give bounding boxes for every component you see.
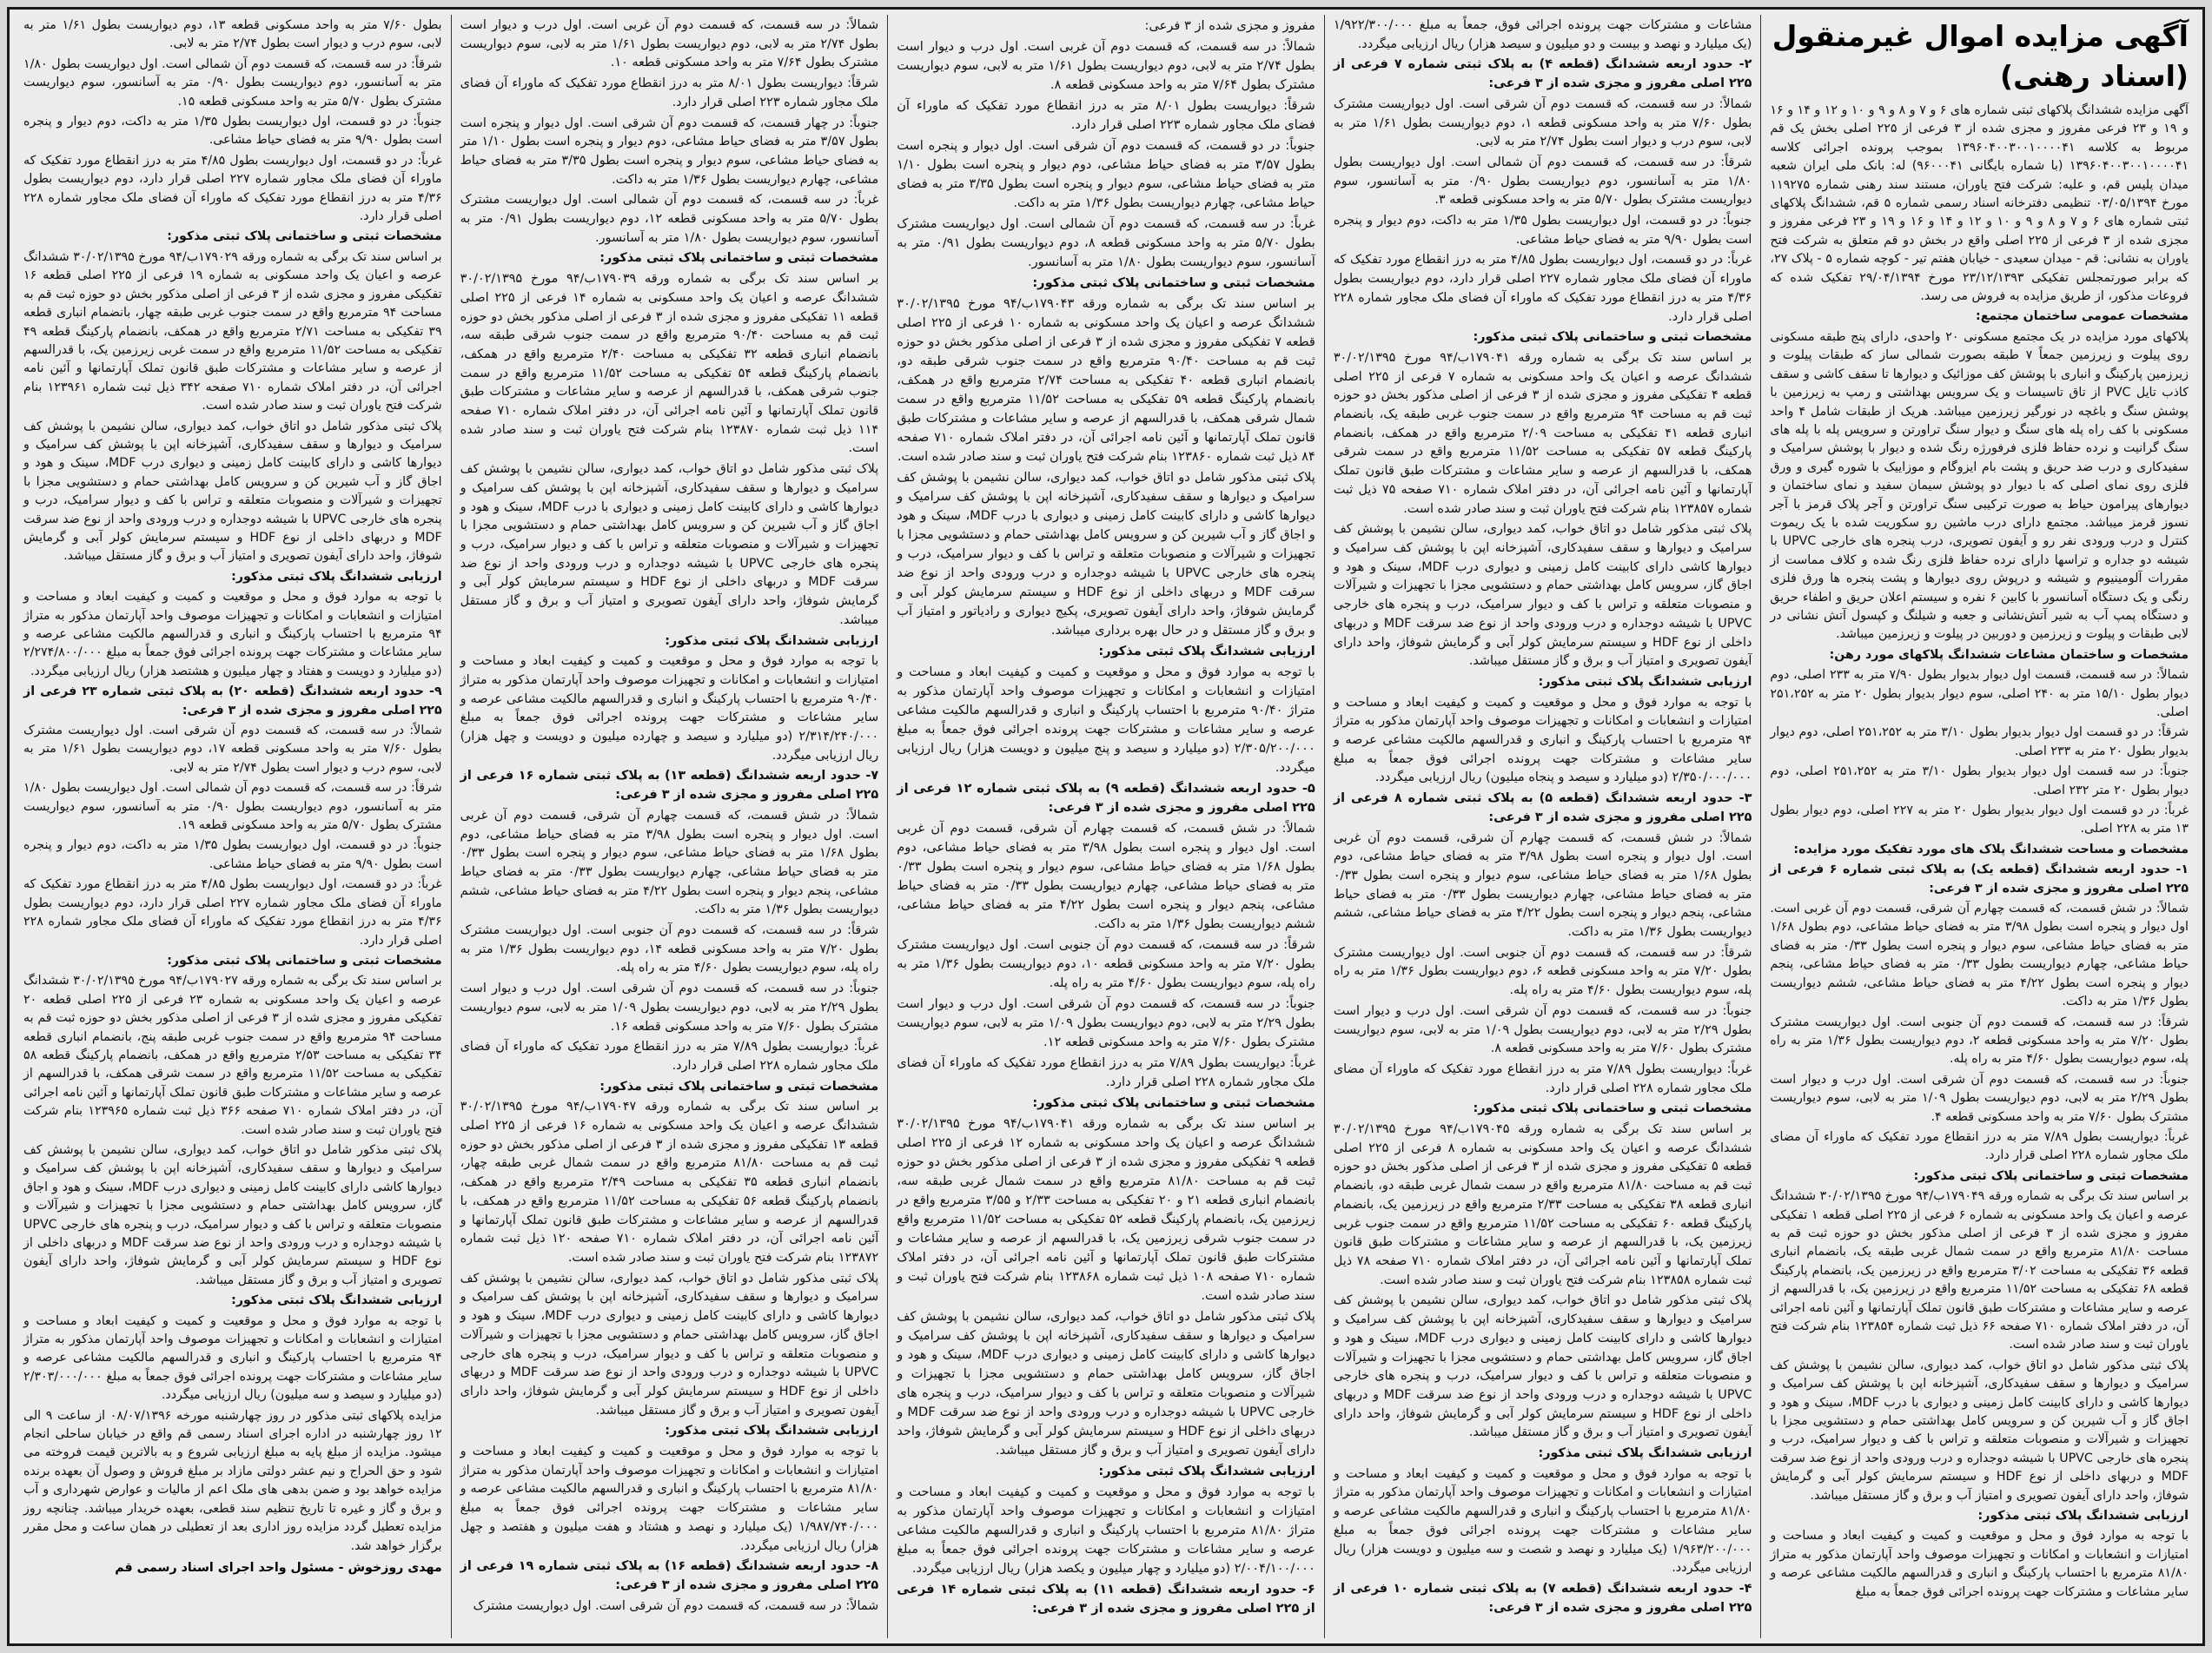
paragraph: شمالاً: در سه قسمت، که قسمت دوم آن غربی است. اول درب و دیوار است بطول ۲/۷۴ متر به لابی، دوم دیواریست بطول ۱/۶۱ متر به لابی، سوم دیواریست مشترک بطول ۷/۶۴ متر به واحد مسکونی قطعه ۱۰. [460, 18, 879, 70]
paragraph: ۸- حدود اربعه ششدانگ (قطعه ۱۶) به پلاک ثبتی شماره ۱۹ فرعی از ۲۲۵ اصلی مفروز و مجزی شده از ۳ فرعی: [460, 1559, 879, 1592]
paragraph: شمالاً: در شش قسمت، که قسمت چهارم آن شرقی، قسمت دوم آن غربی است. اول دیوار و پنجره است بطول ۳/۹۸ متر به فضای حیاط مشاعی، دوم بطول ۱/۶۸ متر به فضای حیاط مشاعی، سوم دیوار و پنجره است بطول ۰/۳۳ متر به فضای حیاط مشاعی، چهارم دیواریست بطول ۰/۳۳ متر به فضای حیاط مشاعی، پنجم دیوار و پنجره است بطول ۴/۲۲ متر به فضای حیاط مشاعی، ششم دیواریست بطول ۱/۳۶ متر به داکت. [897, 821, 1315, 931]
paragraph: با توجه به موارد فوق و محل و موقعیت و کمیت و کیفیت ابعاد و مساحت و امتیازات و انشعابات و امکانات و تجهیزات موصوف واحد آپارتمان مذکور به متراژ ۸۱/۸۰ مترمربع با احتساب پارکینگ و انباری و قدرالسهم مالکیت مشاعی عرصه و سایر مشاعات و مشترکات جهت پرونده اجرائی فوق جمعاً به مبلغ ۲/۰۰۴/۱۰۰/۰۰۰ (دو میلیارد و چهار میلیون و یکصد هزار) ریال ارزیابی میگردد. [897, 1484, 1315, 1576]
paragraph: مشخصات ثبتی و ساختمانی پلاک ثبتی مذکور: [1032, 1095, 1315, 1110]
paragraph: جنوباً: در سه قسمت، که قسمت دوم آن شرقی است. اول درب و دیوار است بطول ۲/۲۹ متر به لابی، دوم دیواریست بطول ۱/۰۹ متر به لابی، سوم دیواریست مشترک بطول ۷/۶۰ متر به واحد مسکونی قطعه ۸. [1333, 1003, 1752, 1056]
paragraph: ۲- حدود اربعه ششدانگ (قطعه ۴) به پلاک ثبتی شماره ۷ فرعی از ۲۲۵ اصلی مفروز و مجزی شده از ۳ فرعی: [1333, 57, 1752, 91]
paragraph: جنوباً: در سه قسمت، که قسمت دوم آن شرقی است. اول درب و دیوار است بطول ۲/۲۹ متر به لابی، دوم دیواریست بطول ۱/۰۹ متر به لابی، سوم دیواریست مشترک بطول ۷/۶۰ متر به واحد مسکونی قطعه ۱۶. [460, 982, 879, 1034]
paragraph: شرقاً: دیواریست بطول ۸/۰۱ متر به درز انقطاع مورد تفکیک که ماوراء آن فضای ملک مجاور شماره ۲۲۳ اصلی قرار دارد. [460, 76, 879, 109]
paragraph: بطول ۷/۶۰ متر به واحد مسکونی قطعه ۱۳، دوم دیواریست بطول ۱/۶۱ متر به لابی، سوم درب و دیوار است بطول ۲/۷۴ متر به لابی. [23, 18, 442, 51]
paragraph: مزایده پلاکهای ثبتی مذکور در روز چهارشنبه مورخه ۰۸/۰۷/۱۳۹۶ از ساعت ۹ الی ۱۲ روز چهارشنبه در اداره اجرای اسناد رسمی قم واقع در خیابان ساحلی انجام میشود. مزایده از مبلغ پایه به مبلغ ارزیابی شروع و به بالاترین قیمت فروخته می شود و حق الحراج و نیم عشر دولتی مازاد بر مبلغ فروش و وصول آن بعهده برنده مزایده خواهد بود و ضمن بدهی های ملک اعم از مالیات و عوارض شهرداری و آب و برق و گاز و غیره تا تاریخ تنظیم سند قطعی، بعهده خریدار میباشد. چنانچه روز مزایده تعطیل گردد مزایده روز اداری بعد از تعطیلی در همان ساعت و محل مقرر برگزار خواهد شد. [23, 1408, 442, 1553]
paragraph: با توجه به موارد فوق و محل و موقعیت و کمیت و کیفیت ابعاد و مساحت و امتیازات و انشعابات و امکانات و تجهیزات موصوف واحد آپارتمان مذکور به متراژ ۸۱/۸۰ مترمربع با احتساب پارکینگ و انباری و قدرالسهم مالکیت مشاعی عرصه و سایر مشاعات و مشترکات جهت پرونده اجرائی فوق جمعاً به مبلغ ۱/۹۸۷/۷۴۰/۰۰۰ (یک میلیارد و نهصد و هشتاد و هفت میلیون و هفتصد و چهل هزار) ریال ارزیابی میگردد. [460, 1445, 879, 1553]
paragraph: ۳- حدود اربعه ششدانگ (قطعه ۵) به پلاک ثبتی شماره ۸ فرعی از ۲۲۵ اصلی مفروز و مجزی شده از ۳ فرعی: [1333, 791, 1752, 824]
paragraph: شرقاً: در سه قسمت، که قسمت دوم آن شمالی است. اول دیواریست بطول ۱/۸۰ متر به آسانسور، دوم دیواریست بطول ۰/۹۰ متر به آسانسور، سوم دیواریست مشترک بطول ۵/۷۰ متر به واحد مسکونی قطعه ۱۹. [23, 781, 442, 833]
paragraph: جنوباً: در سه قسمت اول دیوار بدیوار بطول ۳/۱۰ متر به ۲۵۱،۲۵۲ اصلی، دوم دیوار بطول ۲۰ متر ۲۳۲ اصلی. [1770, 764, 2189, 797]
paragraph: با توجه به موارد فوق و محل و موقعیت و کمیت و کیفیت ابعاد و مساحت و امتیازات و انشعابات و امکانات و تجهیزات موصوف واحد آپارتمان مذکور به متراژ ۹۴ مترمربع با احتساب پارکینگ و انباری و قدرالسهم مالکیت مشاعی عرصه و سایر مشاعات و مشترکات جهت پرونده اجرائی فوق جمعاً به مبلغ ۲/۲۷۴/۸۰۰/۰۰۰ (دو میلیارد و دویست و هفتاد و چهار میلیون و هشتصد هزار) ریال ارزیابی میگردد. [23, 590, 442, 678]
column-4 [451, 15, 888, 1638]
paragraph: شمالاً: در شش قسمت، که قسمت چهارم آن شرقی، قسمت دوم آن غربی است. اول دیوار و پنجره است بطول ۳/۹۸ متر به فضای حیاط مشاعی، دوم بطول ۱/۶۸ متر به فضای حیاط مشاعی، سوم دیوار و پنجره است بطول ۰/۳۳ متر به فضای حیاط مشاعی، چهارم دیواریست بطول ۰/۳۳ متر به فضای حیاط مشاعی، پنجم دیوار و پنجره است بطول ۴/۲۲ متر به فضای حیاط مشاعی، ششم دیواریست بطول ۱/۳۶ متر به داکت. [1333, 830, 1752, 940]
paragraph: مشخصات عمومی ساختمان مجتمع: [1976, 309, 2189, 324]
paragraph: ۴- حدود اربعه ششدانگ (قطعه ۷) به پلاک ثبتی شماره ۱۰ فرعی از ۲۲۵ اصلی مفروز و مجزی شده از ۳ فرعی: [1333, 1581, 1752, 1615]
paragraph: جنوباً: در دو قسمت، اول دیواریست بطول ۱/۳۵ متر به داکت، دوم دیوار و پنجره است بطول ۹/۹۰ متر به فضای حیاط مشاعی. [23, 838, 442, 871]
paragraph: شرقاً: دیواریست بطول ۸/۰۱ متر به درز انقطاع مورد تفکیک که ماوراء آن فضای ملک مجاور شماره ۲۲۳ اصلی قرار دارد. [897, 98, 1315, 132]
paragraph: بر اساس سند تک برگی به شماره ورقه ۱۷۹۰۴۹ب/۹۴ مورخ ۳۰/۰۲/۱۳۹۵ ششدانگ عرصه و اعیان یک واحد مسکونی به شماره ۶ فرعی از ۲۲۵ اصلی قطعه ۱ تفکیکی مفروز و مجزی شده از ۳ فرعی از اصلی مذکور بخش دو حوزه ثبت قم به مساحت ۸۱/۸۰ مترمربع واقع در سمت شمال غربی طبقه یک، بانضمام انباری قطعه ۳۶ تفکیکی به مساحت ۳/۰۲ مترمربع واقع در زیرزمین یک، بانضمام پارکینگ قطعه ۶۸ تفکیکی به مساحت ۱۱/۵۲ مترمربع واقع در زیرزمین یک، با قدرالسهم از عرصه و سایر مشاعات و مشترکات طبق قانون تملک آپارتمانها و آئین نامه اجرائی آن، در دفتر املاک شماره ۷۱۰ صفحه ۶۶ ذیل ثبت شماره ۱۲۳۸۵۴ بنام شرکت فتح یاوران ثبت و سند صادر شده است. [1770, 1189, 2189, 1352]
paragraph: بر اساس سند تک برگی به شماره ورقه ۱۷۹۰۲۷ب/۹۴ مورخ ۳۰/۰۲/۱۳۹۵ ششدانگ عرصه و اعیان یک واحد مسکونی به شماره ۲۳ فرعی از ۲۲۵ اصلی قطعه ۲۰ تفکیکی مفروز و مجزی شده از ۳ فرعی از اصلی مذکور بخش دو حوزه ثبت قم به مساحت ۹۴ مترمربع واقع در سمت جنوب غربی طبقه پنج، بانضمام انباری قطعه ۳۴ تفکیکی به مساحت ۲/۵۳ مترمربع واقع در همکف، بانضمام پارکینگ قطعه ۵۸ تفکیکی به مساحت ۱۱/۵۲ مترمربع واقع در سمت شرقی همکف، با قدرالسهم از عرصه و سایر مشاعات و مشترکات طبق قانون تملک آپارتمانها و آئین نامه اجرائی آن، در دفتر املاک شماره ۷۱۰ صفحه ۳۶۶ ذیل ثبت شماره ۱۲۳۹۶۵ بنام شرکت فتح یاوران ثبت و سند صادر شده است. [23, 974, 442, 1137]
paragraph: غرباً: دیواریست بطول ۷/۸۹ متر به درز انقطاع مورد تفکیک که ماوراء آن فضای ملک مجاور شماره ۲۲۸ اصلی قرار دارد. [897, 1055, 1315, 1089]
paragraph: شرقاً: در سه قسمت، که قسمت دوم آن جنوبی است. اول دیواریست مشترک بطول ۷/۲۰ متر به واحد مسکونی قطعه ۱۴، دوم دیواریست بطول ۱/۳۶ متر به راه پله، سوم دیواریست بطول ۴/۶۰ متر به راه پله. [460, 923, 879, 975]
paragraph: شرقاً: در سه قسمت، که قسمت دوم آن شمالی است. اول دیواریست بطول ۱/۸۰ متر به آسانسور، دوم دیواریست بطول ۰/۹۰ متر به آسانسور، سوم دیواریست مشترک بطول ۵/۷۰ متر به واحد مسکونی قطعه ۱۵. [23, 56, 442, 109]
text-columns [15, 15, 2197, 1638]
paragraph: غرباً: در سه قسمت، که قسمت دوم آن شمالی است. اول دیواریست مشترک بطول ۵/۷۰ متر به واحد مسکونی قطعه ۸، دوم دیواریست بطول ۰/۹۱ متر به آسانسور، سوم دیواریست بطول ۱/۸۰ متر به آسانسور. [897, 216, 1315, 269]
paragraph: مشخصات ثبتی و ساختمانی پلاک ثبتی مذکور: [599, 251, 879, 266]
paragraph: بر اساس سند تک برگی به شماره ورقه ۱۷۹۰۴۱ب/۹۴ مورخ ۳۰/۰۲/۱۳۹۵ ششدانگ عرصه و اعیان یک واحد مسکونی به شماره ۱۲ فرعی از ۲۲۵ اصلی قطعه ۹ تفکیکی مفروز و مجزی شده از ۳ فرعی از اصلی مذکور بخش دو حوزه ثبت قم به مساحت ۸۱/۸۰ مترمربع واقع در سمت شمال غربی طبقه سه، بانضمام انباری قطعه ۲۱ و ۲۰ تفکیکی به مساحت ۲/۳۳ و ۳/۵۵ مترمربع واقع در زیرزمین یک، بانضمام پارکینگ قطعه ۵۲ تفکیکی به مساحت ۱۱/۵۲ مترمربع واقع در سمت جنوب شرقی زیرزمین یک، با قدرالسهم از عرصه و سایر مشاعات و مشترکات طبق قانون تملک آپارتمانها و آئین نامه اجرائی آن، در دفتر املاک شماره ۷۱۰ صفحه ۱۰۸ ذیل ثبت شماره ۱۲۳۸۶۸ بنام شرکت فتح یاوران ثبت و سند صادر شده است. [897, 1116, 1315, 1303]
paragraph: جنوباً: در دو قسمت، که قسمت دوم آن شرقی است. اول دیوار و پنجره است بطول ۳/۵۷ متر به فضای حیاط مشاعی، دوم دیوار و پنجره است بطول ۱/۱۰ متر به فضای حیاط مشاعی، سوم دیوار و پنجره است بطول ۳/۳۵ متر به فضای حیاط مشاعی، چهارم دیواریست بطول ۱/۳۶ متر به داکت. [897, 138, 1315, 210]
paragraph: ارزیابی ششدانگ پلاک ثبتی مذکور: [665, 633, 879, 648]
paragraph: پلاکهای مورد مزایده در یک مجتمع مسکونی ۲۰ واحدی، دارای پنج طبقه مسکونی روی پیلوت و زیرزمین جمعاً ۷ طبقه بصورت شمالی ساز که طبقات پیلوت و زیرزمین پارکینگ و انباری با پوشش کف موزائیک و دیوارها تا سقف کاشی و سقف کاذب تایل PVC از تاق تاسیسات و یک سرویس بهداشتی و رمپ به زیرزمین با پوشش سنگ و باغچه در نورگیر زیرزمین میباشد. هریک از طبقات شامل ۴ واحد مسکونی با کف راه پله های سنگ و دیوار سنگ تراورتن و سرویس پله با پله های سنگ گرانیت و نرده حفاظ فلزی فرفورژه رنگ شده و دیوار با پوشش سرامیک و سفیدکاری و درب ضد حریق و پشت بام ایزوگام و موزاییک با شوره گیری و ورق فلزی روی نمای اصلی که با دیوار دو پوشش سیمان سفید و نمای ساختمان و دیوارهای پیرامون حیاط به صورت ترکیبی سنگ تراورتن و آجر پلاک قرمز با آجر نسوز قرمز میباشد. مجتمع دارای درب ماشین رو سکوریت شده با یک ریموت کنترل و درب ورودی نفر رو و آیفون تصویری، درب پنجره های خارجی UPVC با شیشه دو جداره و تراسها دارای نرده حفاظ فلزی رنگ شده و کلاف مماست از مقررات آلومینیوم و شیشه و درپوش روی دیوارها و پشت پنجره ها ورق فلزی رنگی و یک دستگاه آسانسور با کابین ۶ نفره و سیستم اعلان حریق و اطفاء حریق و دستگاه پمپ آب به شیر آتش‌نشانی و جعبه و شیلنگ و کپسول آتش نشانی در لابی طبقات و پیلوت و زیرزمین و دوربین در پیلوت و زیرزمین میباشد. [1770, 329, 2189, 642]
paragraph: ۱- حدود اربعه ششدانگ (قطعه یک) به پلاک ثبتی شماره ۶ فرعی از ۲۲۵ اصلی مفروز و مجزی شده از ۳ فرعی: [1770, 863, 2189, 896]
paragraph: شمالاً: در سه قسمت، که قسمت دوم آن شرقی است. اول دیواریست مشترک بطول ۷/۶۰ متر به واحد مسکونی قطعه ۱۷، دوم دیواریست بطول ۱/۶۱ متر به لابی، سوم درب و دیوار است بطول ۲/۷۴ متر به لابی. [23, 724, 442, 775]
paragraph: ۶- حدود اربعه ششدانگ (قطعه ۱۱) به پلاک ثبتی شماره ۱۴ فرعی از ۲۲۵ اصلی مفروز و مجزی شده از ۳ فرعی: [897, 1582, 1315, 1616]
column-1 [1760, 15, 2197, 1638]
paragraph: غرباً: دیواریست بطول ۷/۸۹ متر به درز انقطاع مورد تفکیک که ماوراء آن مضای ملک مجاور شماره ۲۲۸ اصلی قرار دارد. [1770, 1129, 2189, 1163]
paragraph: پلاک ثبتی مذکور شامل دو اتاق خواب، کمد دیواری، سالن نشیمن با پوشش کف سرامیک و دیوارها و سقف سفیدکاری، آشپزخانه اپن با پوشش کف سرامیک و دیوارها کاشی و دارای کابینت کامل زمینی و دیواری درب MDF، سینک و هود و اجاق گاز، سرویس کامل بهداشتی حمام و دستشویی مجزا با تجهیزات و شیرآلات و منصوبات متعلقه و تراس با کف و دیوار سرامیک، درب و پنجره های خارجی UPVC با شیشه دوجداره و درب ورودی واحد از نوع ضد سرقت MDF و دربهای داخلی از نوع HDF و سیستم سرمایش کولر آبی و گرمایش شوفاژ، واحد دارای آیفون تصویری و امتیاز آب و برق و گاز مستقل میباشد. [460, 1271, 879, 1418]
paragraph: ارزیابی ششدانگ پلاک ثبتی مذکور: [1098, 1464, 1315, 1478]
column-3 [887, 15, 1324, 1638]
paragraph: جنوباً: در سه قسمت، که قسمت دوم آن شرقی است. اول درب و دیوار است بطول ۲/۲۹ متر به لابی، دوم دیواریست بطول ۱/۰۹ متر به لابی، سوم دیواریست مشترک بطول ۷/۶۰ متر به واحد مسکونی قطعه ۱۲. [897, 996, 1315, 1049]
paragraph: ارزیابی ششدانگ پلاک ثبتی مذکور: [231, 569, 442, 584]
paragraph: ارزیابی ششدانگ پلاک ثبتی مذکور: [1098, 644, 1315, 658]
paragraph: شرقاً: در سه قسمت، که قسمت دوم آن جنوبی است. اول دیواریست مشترک بطول ۷/۲۰ متر به واحد مسکونی قطعه ۶، دوم دیواریست بطول ۱/۳۶ متر به راه پله، سوم دیواریست بطول ۴/۶۰ متر به راه پله. [1333, 945, 1752, 998]
paragraph: بر اساس سند تک برگی به شماره ورقه ۱۷۹۰۴۵ب/۹۴ مورخ ۳۰/۰۲/۱۳۹۵ ششدانگ عرصه و اعیان یک واحد مسکونی به شماره ۸ فرعی از ۲۲۵ اصلی قطعه ۵ تفکیکی مفروز و مجزی شده از ۳ فرعی از اصلی مذکور بخش دو حوزه ثبت قم به مساحت ۸۱/۸۰ مترمربع واقع در سمت شمال غربی طبقه دو، بانضمام انباری قطعه ۳۸ تفکیکی به مساحت ۲/۳۳ مترمربع واقع در زیرزمین یک، بانضمام پارکینگ قطعه ۶۰ تفکیکی به مساحت ۱۱/۵۲ مترمربع واقع در سمت جنوب غربی زیرزمین یک، با قدرالسهم از عرصه و سایر مشاعات و مشترکات طبق قانون تملک آپارتمانها و آئین نامه اجرائی آن، در دفتر املاک شماره ۷۱۰ صفحه ۷۸ ذیل ثبت شماره ۱۲۳۸۵۸ بنام شرکت فتح یاوران ثبت و سند صادر شده است. [1333, 1122, 1752, 1287]
paragraph: غرباً: در سه قسمت، که قسمت دوم آن شمالی است. اول دیواریست مشترک بطول ۵/۷۰ متر به واحد مسکونی قطعه ۱۲، دوم دیواریست بطول ۰/۹۱ متر به آسانسور، سوم دیواریست بطول ۱/۸۰ متر به آسانسور. [460, 193, 879, 245]
paragraph: غرباً: دیواریست بطول ۷/۸۹ متر به درز انقطاع مورد تفکیک که ماوراء آن مضای ملک مجاور شماره ۲۲۸ اصلی قرار دارد. [1333, 1061, 1752, 1095]
paragraph: شمالاً: در سه قسمت، که قسمت دوم آن شرقی است. اول دیواریست مشترک بطول ۷/۶۰ متر به واحد مسکونی قطعه ۱، دوم دیواریست بطول ۱/۶۱ متر به لابی، سوم درب و دیوار است بطول ۲/۷۴ متر به لابی. [1333, 96, 1752, 149]
paragraph: مشخصات ثبتی و ساختمانی پلاک ثبتی مذکور: [1032, 275, 1315, 290]
paragraph: غرباً: دیواریست بطول ۷/۸۹ متر به درز انقطاع مورد تفکیک که ماوراء آن فضای ملک مجاور شماره ۲۲۸ اصلی قرار دارد. [460, 1040, 879, 1073]
paragraph: جنوباً: در دو قسمت، اول دیواریست بطول ۱/۳۵ متر به داکت، دوم دیوار و پنجره است بطول ۹/۹۰ متر به فضای حیاط مشاعی. [23, 115, 442, 148]
paragraph: مشاعات و مشترکات جهت پرونده اجرائی فوق، جمعاً به مبلغ ۱/۹۲۲/۳۰۰/۰۰۰ (یک میلیارد و نهصد و بیست و دو میلیون و سیصد هزار) ریال ارزیابی میگردد. [1333, 18, 1752, 51]
paragraph: شرقاً: در سه قسمت، که قسمت دوم آن جنوبی است. اول دیواریست مشترک بطول ۷/۲۰ متر به واحد مسکونی قطعه ۲، دوم دیواریست بطول ۱/۳۶ متر به راه پله، سوم دیواریست بطول ۴/۶۰ متر به راه پله. [1770, 1015, 2189, 1067]
paragraph: آگهی مزایده ششدانگ پلاکهای ثبتی شماره های ۶ و ۷ و ۸ و ۹ و ۱۰ و ۱۲ و ۱۴ و ۱۶ و ۱۹ و ۲۳ فرعی مفروز و مجزی شده از ۳ فرعی از ۲۲۵ اصلی بخش یک قم مربوط به کلاسه ۱۳۹۶۰۴۰۰۳۰۰۱۰۰۰۰۴۱ بموجب پرونده اجرائی کلاسه ۱۳۹۶۰۴۰۰۳۰۰۱۰۰۰۰۴۱ (با شماره بایگانی ۹۶۰۰۰۴۱) له: بانک ملی ایران شعبه میدان پلیس قم، و علیه: شرکت فتح یاوران، مستند سند رهنی شماره ۱۱۹۲۷۵ مورخ ۰۳/۰۵/۱۳۹۴ تنظیمی دفترخانه اسناد رسمی شماره ۵ قم، ششدانگ پلاکهای ثبتی شماره های ۶ و ۷ و ۸ و ۹ و ۱۰ و ۱۲ و ۱۴ و ۱۶ و ۱۹ و ۲۳ فرعی مفروز و مجزی شده از ۳ فرعی از ۲۲۵ اصلی واقع در بخش دو قم متعلق به شرکت فتح یاوران به نشانی: قم - میدان سعیدی - خیابان هفتم تیر - کوچه شماره ۵ - پلاک ۲۷، که برابر صورتمجلس تفکیکی ۲۳/۱۲/۱۳۹۳ مورخ ۲۹/۰۴/۱۳۹۴ تفکیک شده که فروعات مذکور، از طریق مزایده به فروش می رسد. [1770, 103, 2189, 304]
paragraph: با توجه به موارد فوق و محل و موقعیت و کمیت و کیفیت ابعاد و مساحت و امتیازات و انشعابات و امکانات و تجهیزات موصوف واحد آپارتمان مذکور به متراژ ۹۰/۴۰ مترمربع با احتساب پارکینگ و انباری و قدرالسهم مالکیت مشاعی عرصه و سایر مشاعات و مشترکات جهت پرونده اجرائی فوق جمعاً به مبلغ ۲/۳۰۵/۲۰۰/۰۰۰ (دو میلیارد و سیصد و پنج میلیون و دویست هزار) ریال ارزیابی میگردد. [897, 665, 1315, 775]
paragraph: پلاک ثبتی مذکور شامل دو اتاق خواب، کمد دیواری، سالن نشیمن با پوشش کف سرامیک و دیوارها و سقف سفیدکاری، آشپزخانه اپن با پوشش کف سرامیک و دیوارها کاشی و دارای کابینت کامل زمینی و دیواری با درب MDF، سینک و هود و اجاق گاز و آب شیرین کن و سرویس کامل بهداشتی حمام و دستشویی مجزا با تجهیزات و شیرآلات و منصوبات متعلقه و تراس با کف و دیوار سرامیک، درب و پنجره های خارجی UPVC با شیشه دوجداره و درب ورودی واحد از نوع ضد سرقت MDF و دربهای داخلی از نوع HDF و سیستم سرمایش کولر آبی و گرمایش شوفاژ، واحد دارای آیفون تصویری و امتیاز آب و برق و گاز مستقل میباشد. [460, 462, 879, 627]
paragraph: مشخصات و ساختمان مشاعات ششدانگ پلاکهای مورد رهن: [1829, 647, 2189, 662]
paragraph: ۵- حدود اربعه ششدانگ (قطعه ۹) به پلاک ثبتی شماره ۱۲ فرعی از ۲۲۵ اصلی مفروز و مجزی شده از ۳ فرعی: [897, 781, 1315, 815]
paragraph: با توجه به موارد فوق و محل و موقعیت و کمیت و کیفیت ابعاد و مساحت و امتیازات و انشعابات و امکانات و تجهیزات موصوف واحد آپارتمان مذکور به متراژ ۹۴ مترمربع با احتساب پارکینگ و انباری و قدرالسهم مالکیت مشاعی عرصه و سایر مشاعات و مشترکات جهت پرونده اجرائی فوق جمعاً به مبلغ ۲/۳۵۰/۰۰۰/۰۰۰ (دو میلیارد و سیصد و پنجاه میلیون) ریال ارزیابی میگردد. [1333, 695, 1752, 785]
paragraph: شمالاً: در شش قسمت، که قسمت چهارم آن شرقی، قسمت دوم آن غربی است. اول دیوار و پنجره است بطول ۳/۹۸ متر به فضای حیاط مشاعی، دوم بطول ۱/۶۸ متر به فضای حیاط مشاعی، سوم دیوار و پنجره است بطول ۰/۳۳ متر به فضای حیاط مشاعی، چهارم دیواریست بطول ۰/۳۳ متر به فضای حیاط مشاعی، پنجم دیوار و پنجره است بطول ۴/۲۲ متر به فضای حیاط مشاعی، ششم دیواریست بطول ۱/۳۶ متر به داکت. [1770, 902, 2189, 1009]
paragraph: با توجه به موارد فوق و محل و موقعیت و کمیت و کیفیت ابعاد و مساحت و امتیازات و انشعابات و امکانات و تجهیزات موصوف واحد آپارتمان مذکور به متراژ ۸۱/۸۰ مترمربع با احتساب پارکینگ و انباری و قدرالسهم مالکیت مشاعی عرصه و سایر مشاعات و مشترکات جهت پرونده اجرائی فوق جمعاً به مبلغ [1770, 1529, 2189, 1599]
paragraph: پلاک ثبتی مذکور شامل دو اتاق خواب، کمد دیواری، سالن نشیمن با پوشش کف سرامیک و دیوارها و سقف سفیدکاری، آشپزخانه اپن با پوشش کف سرامیک و دیوارها کاشی و دارای کابینت کامل زمینی و دیواری با درب MDF، سینک و هود و اجاق گاز و آب شیرین کن و سرویس کامل بهداشتی حمام و دستشویی مجزا با تجهیزات و شیرآلات و منصوبات متعلقه و تراس با کف و دیوار سرامیک، درب و پنجره های خارجی UPVC با شیشه دوجداره و درب ورودی واحد از نوع ضد سرقت MDF و دربهای داخلی از نوع HDF و سیستم سرمایش کولر آبی و گرمایش شوفاژ، واحد دارای آیفون تصویری و امتیاز آب و برق و گاز مستقل میباشد. [1770, 1358, 2189, 1503]
paragraph: ارزیابی ششدانگ پلاک ثبتی مذکور: [231, 1293, 442, 1308]
paragraph: پلاک ثبتی مذکور شامل دو اتاق خواب، کمد دیواری، سالن نشیمن با پوشش کف سرامیک و دیوارها و سقف سفیدکاری، آشپزخانه اپن با پوشش کف سرامیک و دیوارها کاشی و دارای کابینت کامل زمینی و دیواری با درب MDF، سینک و هود و اجاق گاز و آب شیرین کن و سرویس کامل بهداشتی حمام و دستشویی مجزا با تجهیزات و شیرآلات و منصوبات متعلقه و تراس با کف و دیوار سرامیک، درب و پنجره های خارجی UPVC با شیشه دوجداره و درب ورودی واحد از نوع ضد سرقت MDF و دربهای داخلی از نوع HDF و سیستم سرمایش کولر آبی و گرمایش شوفاژ، واحد دارای آیفون تصویری، پکیج دیواری و رادیاتور و امتیاز آب و برق و گاز مستقل و در حال بهره برداری میباشد. [897, 470, 1315, 638]
notice-title: آگهی مزایده اموال غیرمنقول (اسناد رهنی) [1772, 19, 2189, 93]
paragraph: ۷- حدود اربعه ششدانگ (قطعه ۱۳) به پلاک ثبتی شماره ۱۶ فرعی از ۲۲۵ اصلی مفروز و مجزی شده از ۳ فرعی: [460, 769, 879, 803]
paragraph: شمالاً: در شش قسمت، که قسمت چهارم آن شرقی، قسمت دوم آن غربی است. اول دیوار و پنجره است بطول ۳/۹۸ متر به فضای حیاط مشاعی، دوم بطول ۱/۶۸ متر به فضای حیاط مشاعی، سوم دیوار و پنجره است بطول ۰/۳۳ متر به فضای حیاط مشاعی، چهارم دیواریست بطول ۰/۳۳ متر به فضای حیاط مشاعی، پنجم دیوار و پنجره است بطول ۴/۲۲ متر به فضای حیاط مشاعی، ششم دیواریست بطول ۱/۳۶ متر به داکت. [460, 808, 879, 917]
paragraph: غرباً: در دو قسمت اول دیوار بدیوار بطول ۲۰ متر به ۲۲۷ اصلی، دوم دیوار بطول ۱۳ متر به ۲۲۸ اصلی. [1770, 803, 2189, 836]
paragraph: شمالاً: در سه قسمت، که قسمت دوم آن غربی است. اول درب و دیوار است بطول ۲/۷۴ متر به لابی، دوم دیواریست بطول ۱/۶۱ متر به لابی، سوم دیواریست مشترک بطول ۷/۶۴ متر به واحد مسکونی قطعه ۸. [897, 39, 1315, 92]
paragraph: مفروز و مجزی شده از ۳ فرعی: [1144, 18, 1315, 33]
paragraph: ارزیابی ششدانگ پلاک ثبتی مذکور: [1977, 1509, 2189, 1524]
paragraph: جنوباً: در چهار قسمت، که قسمت دوم آن شرقی است. اول دیوار و پنجره است بطول ۳/۵۷ متر به فضای حیاط مشاعی، دوم دیوار و پنجره است بطول ۱/۱۰ متر به فضای حیاط مشاعی، سوم دیوار و پنجره است بطول ۳/۳۵ متر به فضای حیاط مشاعی، چهارم دیواریست بطول ۱/۳۶ متر به داکت. [460, 116, 879, 187]
paragraph: بر اساس سند تک برگی به شماره ورقه ۱۷۹۰۴۷ب/۹۴ مورخ ۳۰/۰۲/۱۳۹۵ ششدانگ عرصه و اعیان یک واحد مسکونی به شماره ۱۶ فرعی از ۲۲۵ اصلی قطعه ۱۳ تفکیکی مفروز و مجزی شده از ۳ فرعی از اصلی مذکور بخش دو حوزه ثبت قم به مساحت ۸۱/۸۰ مترمربع واقع در سمت شمال غربی طبقه چهار، بانضمام انباری قطعه ۳۵ تفکیکی به مساحت ۲/۴۹ مترمربع واقع در همکف، بانضمام پارکینگ قطعه ۵۶ تفکیکی به مساحت ۱۱/۵۲ مترمربع واقع در همکف، با قدرالسهم از عرصه و سایر مشاعات و مشترکات طبق قانون تملک آپارتمانها و آئین نامه اجرائی آن، در دفتر املاک شماره ۷۱۰ صفحه ۱۲۰ ذیل ثبت شماره ۱۲۳۸۷۲ بنام شرکت فتح یاوران ثبت و سند صادر شده است. [460, 1100, 879, 1265]
paragraph: ارزیابی ششدانگ پلاک ثبتی مذکور: [1538, 674, 1752, 689]
paragraph: مشخصات و مساحت ششدانگ پلاک های مورد تفکیک مورد مزایده: [1793, 842, 2189, 856]
paragraph: جنوباً: در دو قسمت، اول دیواریست بطول ۱/۳۵ متر به داکت، دوم دیوار و پنجره است بطول ۹/۹۰ متر به فضای حیاط مشاعی. [1333, 214, 1752, 247]
paragraph: با توجه به موارد فوق و محل و موقعیت و کمیت و کیفیت ابعاد و مساحت و امتیازات و انشعابات و امکانات و تجهیزات موصوف واحد آپارتمان مذکور به متراژ ۹۰/۴۰ مترمربع با احتساب پارکینگ و انباری و قدرالسهم مالکیت مشاعی عرصه و سایر مشاعات و مشترکات جهت پرونده اجرائی فوق جمعاً به مبلغ ۲/۳۱۴/۲۴۰/۰۰۰ (دو میلیارد و سیصد و چهارده میلیون و دویست و چهل هزار) ریال ارزیابی میگردد. [460, 654, 879, 763]
paragraph: بر اساس سند تک برگی به شماره ورقه ۱۷۹۰۲۹ب/۹۴ مورخ ۳۰/۰۲/۱۳۹۵ ششدانگ عرصه و اعیان یک واحد مسکونی به شماره ۱۹ فرعی از ۲۲۵ اصلی قطعه ۱۶ تفکیکی مفروز و مجزی شده از ۳ فرعی از اصلی مذکور بخش دو حوزه ثبت قم به مساحت ۹۴ مترمربع واقع در سمت جنوب غربی طبقه چهار، بانضمام انباری قطعه ۳۹ تفکیکی به مساحت ۲/۷۱ مترمربع واقع در همکف، بانضمام پارکینگ قطعه ۴۹ تفکیکی به مساحت ۱۱/۵۲ مترمربع واقع در سمت غربی زیرزمین یک، با قدرالسهم از عرصه و سایر مشاعات و مشترکات طبق قانون تملک آپارتمانها و آئین نامه اجرائی آن، در دفتر املاک شماره ۷۱۰ صفحه ۳۴۲ ذیل ثبت شماره ۱۲۳۹۶۱ بنام شرکت فتح یاوران ثبت و سند صادر شده است. [23, 249, 442, 413]
column-5 [15, 15, 451, 1638]
paragraph: مشخصات ثبتی و ساختمانی پلاک ثبتی مذکور: [167, 953, 442, 968]
paragraph: پلاک ثبتی مذکور شامل دو اتاق خواب، کمد دیواری، سالن نشیمن با پوشش کف سرامیک و دیوارها و سقف سفیدکاری، آشپزخانه اپن با پوشش کف سرامیک و دیوارها کاشی و دارای کابینت کامل زمینی و دیواری درب MDF، سینک و هود و اجاق گاز، سرویس کامل بهداشتی حمام و دستشویی مجزا با تجهیزات و شیرآلات و منصوبات متعلقه و تراس با کف و دیوار سرامیک، درب و پنجره های خارجی UPVC با شیشه دوجداره و درب ورودی واحد از نوع ضد سرقت MDF و دربهای داخلی از نوع HDF و سیستم سرمایش کولر آبی و گرمایش شوفاژ، واحد دارای آیفون تصویری و امتیاز آب و برق و گاز مستقل میباشد. [897, 1309, 1315, 1458]
paragraph: پلاک ثبتی مذکور شامل دو اتاق خواب، کمد دیواری، سالن نشیمن با پوشش کف سرامیک و دیوارها و سقف سفیدکاری، آشپزخانه اپن با پوشش کف سرامیک و دیوارها کاشی و دارای کابینت کامل زمینی و دیواری درب MDF، سینک و هود و اجاق گاز، سرویس کامل بهداشتی حمام و دستشویی مجزا با تجهیزات و شیرآلات و منصوبات متعلقه و تراس با کف و دیوار سرامیک، درب و پنجره های خارجی UPVC با شیشه دوجداره و درب ورودی واحد از نوع ضد سرقت MDF و دربهای داخلی از نوع HDF و سیستم سرمایش کولر آبی و گرمایش شوفاژ، واحد دارای آیفون تصویری و امتیاز آب و برق و گاز مستقل میباشد. [1333, 1293, 1752, 1440]
paragraph: مشخصات ثبتی و ساختمانی پلاک ثبتی مذکور: [1473, 330, 1752, 345]
paragraph: با توجه به موارد فوق و محل و موقعیت و کمیت و کیفیت ابعاد و مساحت و امتیازات و انشعابات و امکانات و تجهیزات موصوف واحد آپارتمان مذکور به متراژ ۸۱/۸۰ مترمربع با احتساب پارکینگ و انباری و قدرالسهم مالکیت مشاعی عرصه و سایر مشاعات و مشترکات جهت پرونده اجرائی فوق جمعاً به مبلغ ۱/۹۶۳/۲۰۰/۰۰۰ (یک میلیارد و نهصد و شصت و سه میلیون و دویست هزار) ریال ارزیابی میگردد. [1333, 1466, 1752, 1576]
paragraph: پلاک ثبتی مذکور شامل دو اتاق خواب، کمد دیواری، سالن نشیمن با پوشش کف سرامیک و دیوارها و سقف سفیدکاری، آشپزخانه اپن با پوشش کف سرامیک و دیوارها کاشی دارای کابینت کامل زمینی و دیواری درب MDF، سینک و هود و اجاق گاز، سرویس کامل بهداشتی حمام و دستشویی مجزا با تجهیزات و شیرآلات و منصوبات متعلقه و تراس با کف و دیوار سرامیک، درب و پنجره های خارجی UPVC با شیشه دوجداره و درب ورودی واحد از نوع ضد سرقت MDF و دربهای داخلی از نوع HDF و سیستم سرمایش کولر آبی و گرمایش شوفاژ، واحد دارای آیفون تصویری و امتیاز آب و برق و گاز مستقل میباشد. [1333, 522, 1752, 669]
paragraph: ارزیابی ششدانگ پلاک ثبتی مذکور: [1538, 1446, 1752, 1461]
paragraph: بر اساس سند تک برگی به شماره ورقه ۱۷۹۰۴۳ب/۹۴ مورخ ۳۰/۰۲/۱۳۹۵ ششدانگ عرصه و اعیان یک واحد مسکونی به شماره ۱۰ فرعی از ۲۲۵ اصلی قطعه ۷ تفکیکی مفروز و مجزی شده از ۳ فرعی از اصلی مذکور بخش دو حوزه ثبت قم به مساحت ۹۰/۴۰ مترمربع واقع در سمت جنوب شرقی طبقه دو، بانضمام انباری قطعه ۴۰ تفکیکی به مساحت ۲/۷۴ مترمربع واقع در همکف، بانضمام پارکینگ قطعه ۵۹ تفکیکی به مساحت ۱۱/۵۲ مترمربع واقع در سمت شمال شرقی همکف، با قدرالسهم از عرصه و سایر مشاعات و مشترکات طبق قانون تملک آپارتمانها و آئین نامه اجرائی آن، در دفتر املاک شماره ۷۱۰ صفحه ۸۴ ذیل ثبت شماره ۱۲۳۸۶۰ بنام شرکت فتح یاوران ثبت و سند صادر شده است. [897, 296, 1315, 464]
paragraph: مشخصات ثبتی و ساختمانی پلاک ثبتی مذکور: [167, 229, 442, 244]
paragraph: ۹- حدود اربعه ششدانگ (قطعه ۲۰) به پلاک ثبتی شماره ۲۳ فرعی از ۲۲۵ اصلی مفروز و مجزی شده از ۳ فرعی: [23, 684, 442, 717]
paragraph: غرباً: در دو قسمت، اول دیواریست بطول ۴/۸۵ متر به درز انقطاع مورد تفکیک که ماوراء آن فضای ملک مجاور شماره ۲۲۷ اصلی قرار دارد، دوم دیواریست بطول ۴/۳۶ متر به درز انقطاع مورد تفکیک که ماوراء آن فضای ملک مجاور شماره ۲۲۸ اصلی قرار دارد. [1333, 253, 1752, 324]
paragraph: شمالاً: در سه قسمت، که قسمت دوم آن شرقی است. اول دیواریست مشترک [473, 1598, 879, 1613]
paragraph: مشخصات ثبتی و ساختمانی پلاک ثبتی مذکور: [1913, 1168, 2189, 1183]
paragraph: شرقاً: در سه قسمت، که قسمت دوم آن جنوبی است. اول دیواریست مشترک بطول ۷/۲۰ متر به واحد مسکونی قطعه ۱۰، دوم دیواریست بطول ۱/۳۶ متر به راه پله، سوم دیواریست بطول ۴/۶۰ متر به راه پله. [897, 937, 1315, 990]
paragraph: ارزیابی ششدانگ پلاک ثبتی مذکور: [665, 1424, 879, 1438]
paragraph: شرقاً: در دو قسمت اول دیوار بدیوار بطول ۳/۱۰ متر به ۲۵۱،۲۵۲ اصلی، دوم دیوار بدیوار بطول ۲۰ متر به ۲۳۳ اصلی. [1770, 725, 2189, 758]
column-2 [1324, 15, 1761, 1638]
paragraph: غرباً: در دو قسمت، اول دیواریست بطول ۴/۸۵ متر به درز انقطاع مورد تفکیک که ماوراء آن فضای ملک مجاور شماره ۲۲۷ اصلی قرار دارد، دوم دیواریست بطول ۴/۳۶ متر به درز انقطاع مورد تفکیک که ماوراء آن فضای ملک مجاور شماره ۲۲۸ اصلی قرار دارد. [23, 877, 442, 948]
signature-line: مهدی روزخوش - مسئول واحد اجرای اسناد رسمی قم [115, 1560, 442, 1575]
paragraph: بر اساس سند تک برگی به شماره ورقه ۱۷۹۰۴۱ب/۹۴ مورخ ۳۰/۰۲/۱۳۹۵ ششدانگ عرصه و اعیان یک واحد مسکونی به شماره ۷ فرعی از ۲۲۵ اصلی قطعه ۴ تفکیکی مفروز و مجزی شده از ۳ فرعی از اصلی مذکور بخش دو حوزه ثبت قم به مساحت ۹۴ مترمربع واقع در سمت جنوب غربی طبقه یک، بانضمام انباری قطعه ۴۱ تفکیکی به مساحت ۲/۰۹ مترمربع واقع در همکف، بانضمام پارکینگ قطعه ۵۷ تفکیکی به مساحت ۱۱/۵۲ مترمربع واقع در سمت شرقی همکف، با قدرالسهم از عرصه و سایر مشاعات و مشترکات طبق قانون تملک آپارتمانها و آئین نامه اجرائی آن، در دفتر املاک شماره ۷۱۰ صفحه ۷۵ ذیل ثبت شماره ۱۲۳۸۵۷ بنام شرکت فتح یاوران ثبت و سند صادر شده است. [1333, 350, 1752, 516]
paragraph: شمالاً: در سه قسمت، قسمت اول دیوار بدیوار بطول ۷/۹۰ متر به ۲۳۳ اصلی، دوم دیوار بطول ۱۵/۱۰ متر به ۲۴۰ اصلی، سوم دیوار بدیوار بطول ۲۰ متر به ۲۵۱،۲۵۲ اصلی. [1770, 668, 2189, 719]
paragraph: مشخصات ثبتی و ساختمانی پلاک ثبتی مذکور: [599, 1079, 879, 1094]
paragraph: پلاک ثبتی مذکور شامل دو اتاق خواب، کمد دیواری، سالن نشیمن با پوشش کف سرامیک و دیوارها و سقف سفیدکاری، آشپزخانه اپن با پوشش کف سرامیک و دیوارها کاشی دارای کابینت کامل زمینی و دیواری درب MDF، سینک و هود و اجاق گاز، سرویس کامل بهداشتی حمام و دستشویی مجزا با تجهیزات و شیرآلات و منصوبات متعلقه و تراس با کف و دیوار سرامیک، درب و پنجره های خارجی UPVC با شیشه دوجداره و درب ورودی واحد از نوع ضد سرقت MDF و دربهای داخلی از نوع HDF و سیستم سرمایش کولر آبی و گرمایش شوفاژ، واحد دارای آیفون تصویری و امتیاز آب و برق و گاز مستقل میباشد. [23, 1142, 442, 1287]
newspaper-clipping [7, 7, 2205, 1646]
paragraph: شرقاً: در سه قسمت، که قسمت دوم آن شمالی است. اول دیواریست بطول ۱/۸۰ متر به آسانسور، دوم دیواریست بطول ۰/۹۰ متر به آسانسور، سوم دیواریست مشترک بطول ۵/۷۰ متر به واحد مسکونی قطعه ۳. [1333, 155, 1752, 208]
paragraph: مشخصات ثبتی و ساختمانی پلاک ثبتی مذکور: [1473, 1101, 1752, 1116]
paragraph: با توجه به موارد فوق و محل و موقعیت و کمیت و کیفیت ابعاد و مساحت و امتیازات و انشعابات و امکانات و تجهیزات موصوف واحد آپارتمان مذکور به متراژ ۹۴ مترمربع با احتساب پارکینگ و انباری و قدرالسهم مالکیت مشاعی عرصه و سایر مشاعات و مشترکات جهت پرونده اجرائی فوق جمعاً به مبلغ ۲/۳۰۳/۰۰۰/۰۰۰ (دو میلیارد و سیصد و سه میلیون) ریال ارزیابی میگردد. [23, 1313, 442, 1403]
paragraph: پلاک ثبتی مذکور شامل دو اتاق خواب، کمد دیواری، سالن نشیمن با پوشش کف سرامیک و دیوارها و سقف سفیدکاری، آشپزخانه اپن با پوشش کف سرامیک و دیوارها کاشی و دارای کابینت کامل زمینی و دیواری درب MDF، سینک و هود و اجاق گاز و آب شیرین کن و سرویس کامل بهداشتی حمام و دستشویی مجزا با تجهیزات و شیرآلات و منصوبات متعلقه و تراس با کف و دیوار سرامیک، درب و پنجره های خارجی UPVC با شیشه دوجداره و درب ورودی واحد از نوع ضد سرقت MDF و دربهای داخلی از نوع HDF و سیستم سرمایش کولر آبی و گرمایش شوفاژ، واحد دارای آیفون تصویری و امتیاز آب و برق و گاز مستقل میباشد. [23, 419, 442, 564]
paragraph: جنوباً: در سه قسمت، که قسمت دوم آن شرقی است. اول درب و دیوار است بطول ۲/۲۹ متر به لابی، دوم دیواریست بطول ۱/۰۹ متر به لابی، سوم دیواریست مشترک بطول ۷/۶۰ متر به واحد مسکونی قطعه ۴. [1770, 1072, 2189, 1124]
paragraph: غرباً: در دو قسمت، اول دیواریست بطول ۴/۸۵ متر به درز انقطاع مورد تفکیک که ماوراء آن فضای ملک مجاور شماره ۲۲۷ اصلی قرار دارد، دوم دیواریست بطول ۴/۳۶ متر به درز انقطاع مورد تفکیک که ماوراء آن فضای ملک مجاور شماره ۲۲۸ اصلی قرار دارد. [23, 153, 442, 224]
paragraph: بر اساس سند تک برگی به شماره ورقه ۱۷۹۰۳۹ب/۹۴ مورخ ۳۰/۰۲/۱۳۹۵ ششدانگ عرصه و اعیان یک واحد مسکونی به شماره ۱۴ فرعی از ۲۲۵ اصلی قطعه ۱۱ تفکیکی مفروز و مجزی شده از ۳ فرعی از اصلی مذکور بخش دو حوزه ثبت قم به مساحت ۹۰/۴۰ مترمربع واقع در سمت جنوب شرقی طبقه سه، بانضمام انباری قطعه ۳۲ تفکیکی به مساحت ۲/۴۰ مترمربع واقع در همکف، بانضمام پارکینگ قطعه ۵۴ تفکیکی به مساحت ۱۱/۵۲ مترمربع واقع در سمت جنوب شرقی همکف، با قدرالسهم از عرصه و سایر مشاعات و مشترکات طبق قانون تملک آپارتمانها و آئین نامه اجرائی آن، در دفتر املاک شماره ۷۱۰ صفحه ۱۱۴ ذیل ثبت شماره ۱۲۳۸۷۰ بنام شرکت فتح یاوران ثبت و سند صادر شده است. [460, 272, 879, 456]
